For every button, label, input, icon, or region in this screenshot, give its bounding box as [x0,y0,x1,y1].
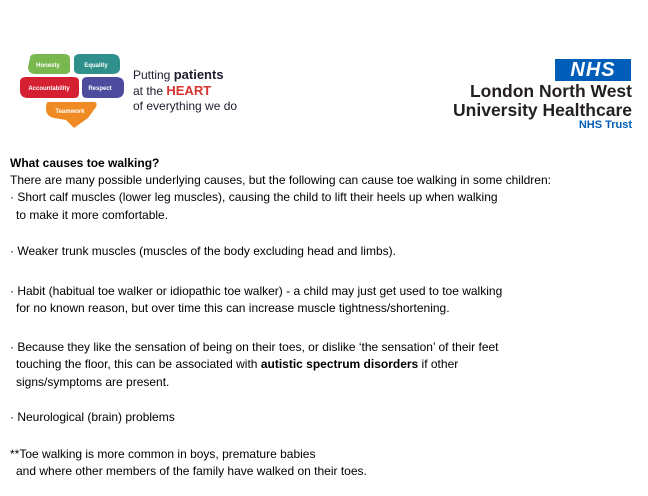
cause-1-line-1: · Short calf muscles (lower leg muscles), causing the child to lift their heels up when walking [10,190,498,204]
tagline-line-1-prefix: Putting [133,68,171,82]
value-teamwork: Teamwork [55,109,85,115]
cause-2-line-1: · Weaker trunk muscles (muscles of the body excluding head and limbs). [10,244,396,258]
cause-3-line-1: · Habit (habitual toe walker or idiopathic toe walker) - a child may just get used to toe walking [10,284,503,298]
cause-4-line-2-prefix: touching the floor, this can be associated with [16,357,261,371]
cause-5-line-1: · Neurological (brain) problems [10,410,175,424]
cause-4-line-1: · Because they like the sensation of being on their toes, or dislike ‘the sensation’ of their feet [10,340,499,354]
cause-3-line-2: for no known reason, but over time this can increase muscle tightness/shortening. [16,301,450,315]
cause-4-line-2 [16,357,458,372]
note-line-1: **Toe walking is more common in boys, premature babies [10,447,316,461]
tagline-line-3: of everything we do [133,99,238,113]
cause-4-line-2-suffix: if other [418,357,459,371]
tagline-line-2-prefix: at the [133,84,164,98]
value-accountability: Accountability [28,86,70,92]
tagline-heart-word: HEART [166,83,212,98]
value-respect: Respect [88,86,112,92]
value-honesty: Honesty [36,63,60,69]
value-equality: Equality [84,63,108,69]
organisation-name-line-1: London North West [469,81,632,101]
cause-4-line-3: signs/symptoms are present. [16,375,170,389]
nhs-logo-badge: NHS [555,59,631,81]
note-line-2: and where other members of the family have walked on their toes. [16,464,367,478]
tagline-line-1-strong: patients [173,67,224,82]
section-heading: What causes toe walking? [10,156,160,170]
intro-text: There are many possible underlying causes, but the following can cause toe walking in some children: [10,173,551,187]
organisation-trust: NHS Trust [578,119,632,131]
organisation-name-line-2: University Healthcare [453,100,632,120]
autistic-spectrum-disorders-emphasis: autistic spectrum disorders [260,357,419,371]
cause-1-line-2: to make it more comfortable. [16,208,169,222]
